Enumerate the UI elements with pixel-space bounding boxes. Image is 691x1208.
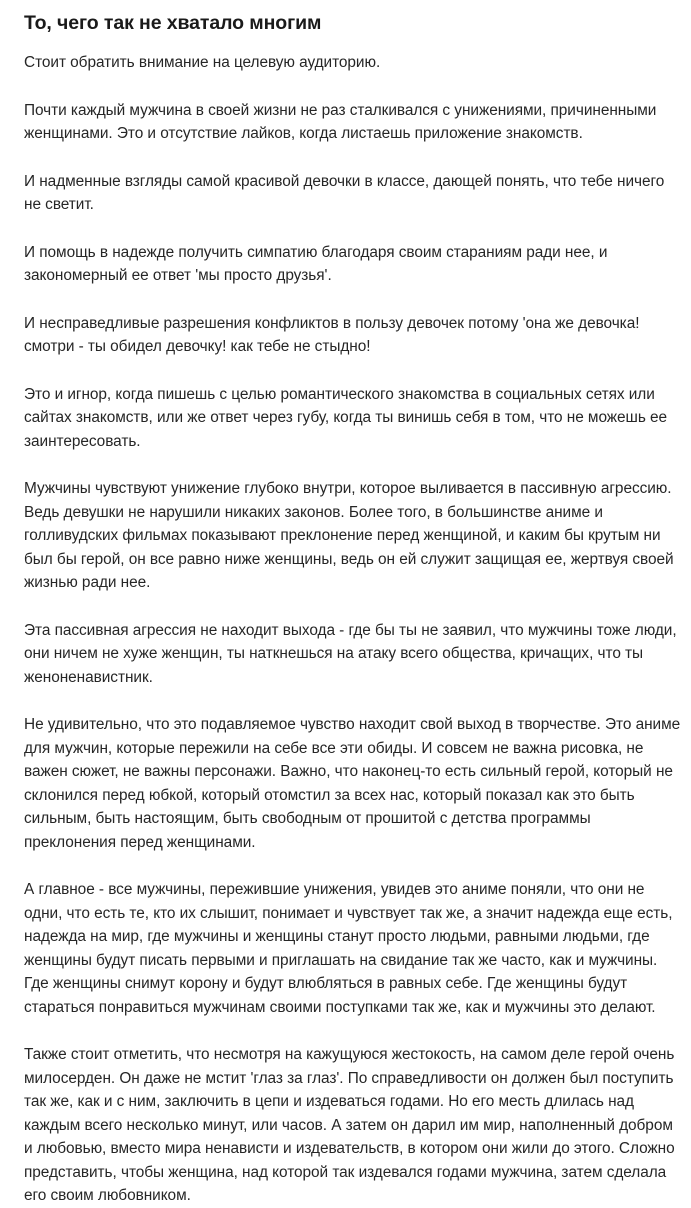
paragraph: Стоит обратить внимание на целевую аудиторию. xyxy=(24,54,381,71)
paragraph: И несправедливые разрешения конфликтов в пользу девочек потому 'она же девочка! смотри - ты обидел девочку! как тебе не стыдно! xyxy=(24,314,640,355)
paragraph: Это и игнор, когда пишешь с целью романтического знакомства в социальных сетях или сайтах знакомств, или же ответ через губу, когда ты винишь себя в том, что не можешь ее заинтересовать. xyxy=(24,385,668,450)
paragraph: Также стоит отметить, что несмотря на кажущуюся жестокость, на самом деле герой очень милосерден. Он даже не мстит 'глаз за глаз'. По справедливости он должен был поступить так же, как и с ним, заключить в цепи и издеваться годами. Но его месть длилась над каждым всего несколько минут, или часов. А затем он дарил им мир, наполненный добром и любовью, вместо мира ненависти и издевательств, в котором они жили до этого. Сложно представить, чтобы женщина, над которой так издевался годами мужчина, затем сделала его своим любовником. xyxy=(24,1046,675,1204)
paragraph: Не удивительно, что это подавляемое чувство находит свой выход в творчестве. Это аниме для мужчин, которые пережили на себе все эти обиды. И совсем не важна рисовка, не важен сюжет, не важны персонажи. Важно, что наконец-то есть сильный герой, который не склонился перед юбкой, который отомстил за всех нас, который показал как это быть сильным, быть настоящим, быть свободным от прошитой с детства программы преклонения перед женщинами. xyxy=(24,716,681,851)
paragraph: Мужчины чувствуют унижение глубоко внутри, которое выливается в пассивную агрессию. Ведь девушки не нарушили никаких законов. Более того, в большинстве аниме и голливудских фильмах показывают преклонение перед женщиной, и каким бы крутым ни был бы герой, он все равно ниже женщины, ведь он ей служит защищая ее, жертвуя своей жизнью ради нее. xyxy=(24,480,674,591)
paragraph: И надменные взгляды самой красивой девочки в классе, дающей понять, что тебе ничего не светит. xyxy=(24,172,665,213)
paragraph: И помощь в надежде получить симпатию благодаря своим стараниям ради нее, и закономерный ее ответ 'мы просто друзья'. xyxy=(24,243,608,284)
article-title: То, чего так не хватало многим xyxy=(24,12,322,34)
paragraph: Эта пассивная агрессия не находит выхода - где бы ты не заявил, что мужчины тоже люди, они ничем не хуже женщин, ты наткнешься на атаку всего общества, кричащих, что ты женоненавистник. xyxy=(24,621,677,686)
paragraph: Почти каждый мужчина в своей жизни не раз сталкивался с унижениями, причиненными женщинами. Это и отсутствие лайков, когда листаешь приложение знакомств. xyxy=(24,101,657,142)
paragraph: А главное - все мужчины, пережившие унижения, увидев это аниме поняли, что они не одни, что есть те, кто их слышит, понимает и чувствует так же, а значит надежда еще есть, надежда на мир, где мужчины и женщины станут просто людьми, равными людьми, где женщины будут писать первыми и приглашать на свидание так же часто, как и мужчины. Где женщины снимут корону и будут влюбляться в равных себе. Где женщины будут стараться понравиться мужчинам своими поступками так же, как и мужчины это делают. xyxy=(24,881,673,1016)
